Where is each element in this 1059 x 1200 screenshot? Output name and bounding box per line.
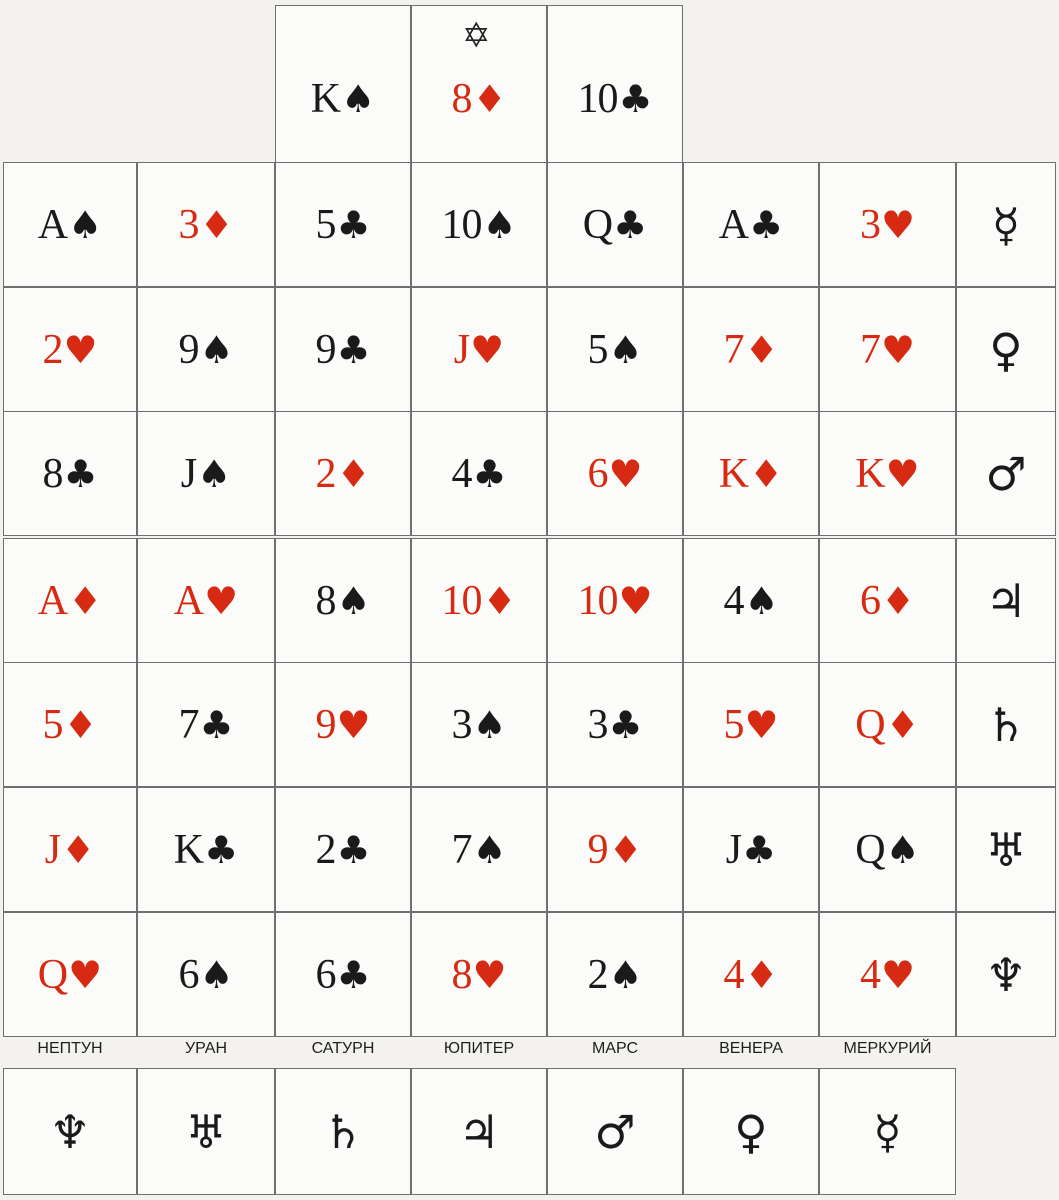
uranus-icon: ♅ (985, 822, 1027, 877)
card-suit-icon: ♣ (336, 327, 371, 372)
card-rank: Q (855, 701, 885, 748)
card-rank: 4 (723, 577, 744, 624)
column-label: ЮПИТЕР (443, 1040, 515, 1057)
playing-card (855, 450, 920, 497)
grid-card-cell (3, 538, 137, 663)
grid-card-cell (275, 287, 411, 412)
grid-card-cell (137, 538, 275, 663)
playing-card (42, 701, 98, 748)
playing-card (180, 450, 232, 497)
card-suit-icon: ♠ (341, 77, 376, 121)
grid-card-cell (819, 411, 956, 536)
card-rank: 8 (42, 450, 63, 497)
venus-icon: ♀ (734, 1104, 768, 1159)
column-planet-cell (819, 1068, 956, 1195)
card-rank: 7 (723, 326, 744, 373)
column-label: ВЕНЕРА (719, 1040, 783, 1057)
grid-card-cell (275, 787, 411, 912)
playing-card (451, 701, 507, 748)
card-suit-icon: ♠ (199, 327, 234, 372)
playing-card (859, 326, 916, 373)
card-rank: Q (582, 201, 613, 248)
jupiter-icon: ♃ (985, 573, 1027, 628)
playing-card (451, 951, 507, 998)
grid-card-cell (3, 662, 137, 787)
card-suit-icon: ♣ (336, 827, 371, 872)
card-rank: K (718, 450, 749, 497)
playing-card (178, 701, 234, 748)
playing-card (441, 577, 517, 624)
card-rank: 9 (315, 701, 336, 748)
card-suit-icon: ♠ (197, 451, 232, 496)
grid-card-cell (683, 287, 819, 412)
playing-card (577, 577, 653, 624)
card-suit-icon: ♦ (472, 77, 507, 121)
card-suit-icon: ♣ (472, 451, 507, 496)
card-suit-icon: ♥ (472, 952, 507, 997)
playing-card (315, 951, 371, 998)
card-suit-icon: ♥ (68, 952, 103, 997)
grid-card-cell (275, 912, 411, 1037)
playing-card (725, 826, 777, 873)
uranus-icon: ♅ (185, 1104, 227, 1159)
neptune-icon: ♆ (985, 947, 1027, 1002)
grid-card-cell (411, 411, 547, 536)
card-rank: 5 (42, 701, 63, 748)
grid-card-cell (275, 662, 411, 787)
playing-card (723, 577, 779, 624)
venus-icon: ♀ (989, 322, 1023, 377)
card-rank: 2 (42, 326, 63, 373)
card-rank: 6 (315, 951, 336, 998)
card-rank: 2 (315, 450, 336, 497)
mercury-icon: ☿ (873, 1104, 902, 1159)
card-rank: J (453, 326, 470, 373)
card-rank: A (37, 577, 68, 624)
card-rank: 2 (587, 951, 608, 998)
column-planet-cell (3, 1068, 137, 1195)
card-rank: 4 (451, 450, 472, 497)
card-suit-icon: ♣ (336, 952, 371, 997)
card-suit-icon: ♠ (472, 702, 507, 747)
card-rank: 7 (178, 701, 199, 748)
grid-card-cell (683, 787, 819, 912)
card-suit-icon: ♦ (744, 952, 779, 997)
card-suit-icon: ♣ (199, 702, 234, 747)
card-rank: 10 (577, 577, 618, 624)
playing-card (587, 450, 643, 497)
card-suit-icon: ♦ (749, 451, 784, 496)
grid-card-cell (411, 287, 547, 412)
card-suit-icon: ♦ (199, 202, 234, 247)
playing-card (178, 201, 234, 248)
card-suit-icon: ♠ (482, 202, 517, 247)
grid-card-cell (683, 662, 819, 787)
grid-card-cell (547, 787, 683, 912)
card-rank: 5 (315, 201, 336, 248)
card-rank: 10 (577, 76, 618, 122)
card-suit-icon: ♥ (63, 327, 98, 372)
playing-card (577, 78, 652, 120)
column-label: САТУРН (311, 1040, 375, 1057)
grid-card-cell (819, 162, 956, 287)
card-rank: 8 (451, 951, 472, 998)
grid-card-cell (411, 162, 547, 287)
card-suit-icon: ♥ (880, 202, 916, 247)
card-suit-icon: ♦ (61, 827, 96, 872)
grid-card-cell (547, 411, 683, 536)
card-rank: 5 (587, 326, 608, 373)
playing-card (859, 951, 916, 998)
column-planet-cell (275, 1068, 411, 1195)
playing-card (37, 201, 103, 248)
playing-card (451, 826, 507, 873)
mercury-icon: ☿ (991, 197, 1021, 252)
column-label: УРАН (185, 1040, 227, 1057)
playing-card (44, 826, 96, 873)
row-planet-cell (956, 538, 1056, 663)
playing-card (587, 701, 643, 748)
card-suit-icon: ♣ (613, 202, 648, 247)
row-planet-cell (956, 662, 1056, 787)
card-rank: J (725, 826, 742, 873)
playing-card (315, 701, 371, 748)
card-suit-icon: ♦ (336, 451, 371, 496)
grid-card-cell (3, 787, 137, 912)
card-suit-icon: ♣ (742, 827, 777, 872)
playing-card (451, 450, 507, 497)
row-planet-cell (956, 411, 1056, 536)
grid-card-cell (411, 538, 547, 663)
column-planet-cell (683, 1068, 819, 1195)
grid-card-cell (275, 162, 411, 287)
grid-card-cell (275, 411, 411, 536)
star-of-david-icon: ✡ (462, 16, 491, 56)
card-rank: 10 (441, 577, 482, 624)
grid-card-cell (411, 912, 547, 1037)
card-suit-icon: ♦ (608, 827, 643, 872)
card-suit-icon: ♣ (63, 451, 98, 496)
jupiter-icon: ♃ (458, 1104, 500, 1159)
card-rank: Q (855, 826, 885, 873)
grid-card-cell (3, 162, 137, 287)
card-rank: K (310, 76, 341, 122)
playing-card (42, 450, 98, 497)
grid-card-cell (547, 662, 683, 787)
column-planet-cell (411, 1068, 547, 1195)
card-rank: 8 (315, 577, 336, 624)
card-rank: 3 (859, 201, 880, 248)
grid-card-cell (819, 287, 956, 412)
playing-card (859, 577, 916, 624)
card-rank: 5 (723, 701, 744, 748)
playing-card (723, 701, 779, 748)
card-rank: 2 (315, 826, 336, 873)
playing-card (587, 951, 643, 998)
card-rank: 7 (451, 826, 472, 873)
card-suit-icon: ♥ (885, 451, 920, 496)
playing-card (723, 326, 779, 373)
card-rank: 9 (178, 326, 199, 373)
grid-card-cell (819, 787, 956, 912)
card-suit-icon: ♥ (608, 451, 643, 496)
playing-card (582, 201, 648, 248)
column-planet-cell (137, 1068, 275, 1195)
card-suit-icon: ♣ (336, 202, 371, 247)
card-suit-icon: ♠ (68, 202, 103, 247)
grid-card-cell (275, 538, 411, 663)
playing-card (173, 826, 239, 873)
grid-card-cell (547, 538, 683, 663)
mars-icon: ♂ (985, 446, 1027, 501)
grid-card-cell (683, 411, 819, 536)
card-rank: A (37, 201, 68, 248)
card-suit-icon: ♥ (618, 578, 653, 623)
card-rank: A (718, 201, 749, 248)
playing-card (453, 326, 505, 373)
row-planet-cell (956, 912, 1056, 1037)
grid-card-cell (3, 411, 137, 536)
card-rank: 9 (315, 326, 336, 373)
playing-card (173, 577, 239, 624)
card-suit-icon: ♦ (744, 327, 779, 372)
playing-card (315, 326, 371, 373)
card-suit-icon: ♠ (199, 952, 234, 997)
grid-card-cell (683, 538, 819, 663)
grid-card-cell (137, 411, 275, 536)
card-rank: 7 (859, 326, 880, 373)
column-label: МАРС (591, 1040, 639, 1057)
card-suit-icon: ♥ (204, 578, 239, 623)
grid-card-cell (547, 912, 683, 1037)
card-suit-icon: ♦ (68, 578, 103, 623)
playing-card (723, 951, 779, 998)
top-card-cell (547, 5, 683, 163)
grid-card-cell (137, 912, 275, 1037)
card-suit-icon: ♠ (744, 578, 779, 623)
grid-card-cell (137, 287, 275, 412)
card-suit-icon: ♣ (204, 827, 239, 872)
playing-card (315, 201, 371, 248)
card-suit-icon: ♣ (749, 202, 784, 247)
card-rank: J (180, 450, 197, 497)
card-rank: K (855, 450, 885, 497)
grid-card-cell (547, 287, 683, 412)
card-rank: 3 (178, 201, 199, 248)
column-label: НЕПТУН (37, 1040, 103, 1057)
card-rank: K (173, 826, 204, 873)
card-suit-icon: ♣ (608, 702, 643, 747)
playing-card (718, 201, 784, 248)
playing-card (855, 701, 920, 748)
card-rank: A (173, 577, 204, 624)
card-suit-icon: ♠ (885, 827, 920, 872)
grid-card-cell (683, 162, 819, 287)
card-suit-icon: ♥ (880, 952, 916, 997)
grid-card-cell (819, 662, 956, 787)
playing-card (37, 951, 103, 998)
card-suit-icon: ♦ (885, 702, 920, 747)
neptune-icon: ♆ (49, 1104, 91, 1159)
playing-card (859, 201, 916, 248)
playing-card (315, 450, 371, 497)
grid-card-cell (411, 787, 547, 912)
column-label: МЕРКУРИЙ (843, 1040, 932, 1057)
card-rank: 6 (587, 450, 608, 497)
mars-icon: ♂ (594, 1104, 636, 1159)
row-planet-cell (956, 162, 1056, 287)
playing-card (178, 951, 234, 998)
grid-card-cell (683, 912, 819, 1037)
grid-card-cell (137, 787, 275, 912)
card-suit-icon: ♥ (336, 702, 371, 747)
card-suit-icon: ♥ (470, 327, 505, 372)
playing-card (311, 78, 375, 120)
playing-card (855, 826, 920, 873)
card-rank: 6 (859, 577, 880, 624)
card-rank: Q (37, 951, 68, 998)
saturn-icon: ♄ (322, 1104, 364, 1159)
card-suit-icon: ♥ (744, 702, 779, 747)
card-suit-icon: ♦ (482, 578, 517, 623)
grid-card-cell (819, 538, 956, 663)
card-rank: 4 (859, 951, 880, 998)
playing-card (718, 450, 784, 497)
card-rank: 6 (178, 951, 199, 998)
grid-card-cell (137, 162, 275, 287)
playing-card (42, 326, 98, 373)
card-rank: 3 (587, 701, 608, 748)
column-planet-cell (547, 1068, 683, 1195)
saturn-icon: ♄ (985, 697, 1027, 752)
playing-card (441, 201, 517, 248)
grid-card-cell (3, 287, 137, 412)
playing-card (315, 577, 371, 624)
card-suit-icon: ♣ (618, 77, 653, 121)
card-rank: 4 (723, 951, 744, 998)
card-suit-icon: ♠ (608, 327, 643, 372)
card-rank: 8 (451, 76, 472, 122)
card-rank: J (44, 826, 61, 873)
card-rank: 9 (587, 826, 608, 873)
playing-card (451, 78, 506, 120)
card-suit-icon: ♦ (63, 702, 98, 747)
card-suit-icon: ♠ (472, 827, 507, 872)
grid-card-cell (547, 162, 683, 287)
playing-card (587, 326, 643, 373)
card-rank: 3 (451, 701, 472, 748)
top-card-cell (275, 5, 411, 163)
grid-card-cell (3, 912, 137, 1037)
row-planet-cell (956, 287, 1056, 412)
card-suit-icon: ♥ (880, 327, 916, 372)
card-rank: 10 (441, 201, 482, 248)
playing-card (315, 826, 371, 873)
playing-card (178, 326, 234, 373)
card-suit-icon: ♠ (608, 952, 643, 997)
card-suit-icon: ♦ (880, 578, 916, 623)
grid-card-cell (411, 662, 547, 787)
playing-card (37, 577, 103, 624)
playing-card (587, 826, 643, 873)
grid-card-cell (819, 912, 956, 1037)
row-planet-cell (956, 787, 1056, 912)
card-suit-icon: ♠ (336, 578, 371, 623)
grid-card-cell (137, 662, 275, 787)
